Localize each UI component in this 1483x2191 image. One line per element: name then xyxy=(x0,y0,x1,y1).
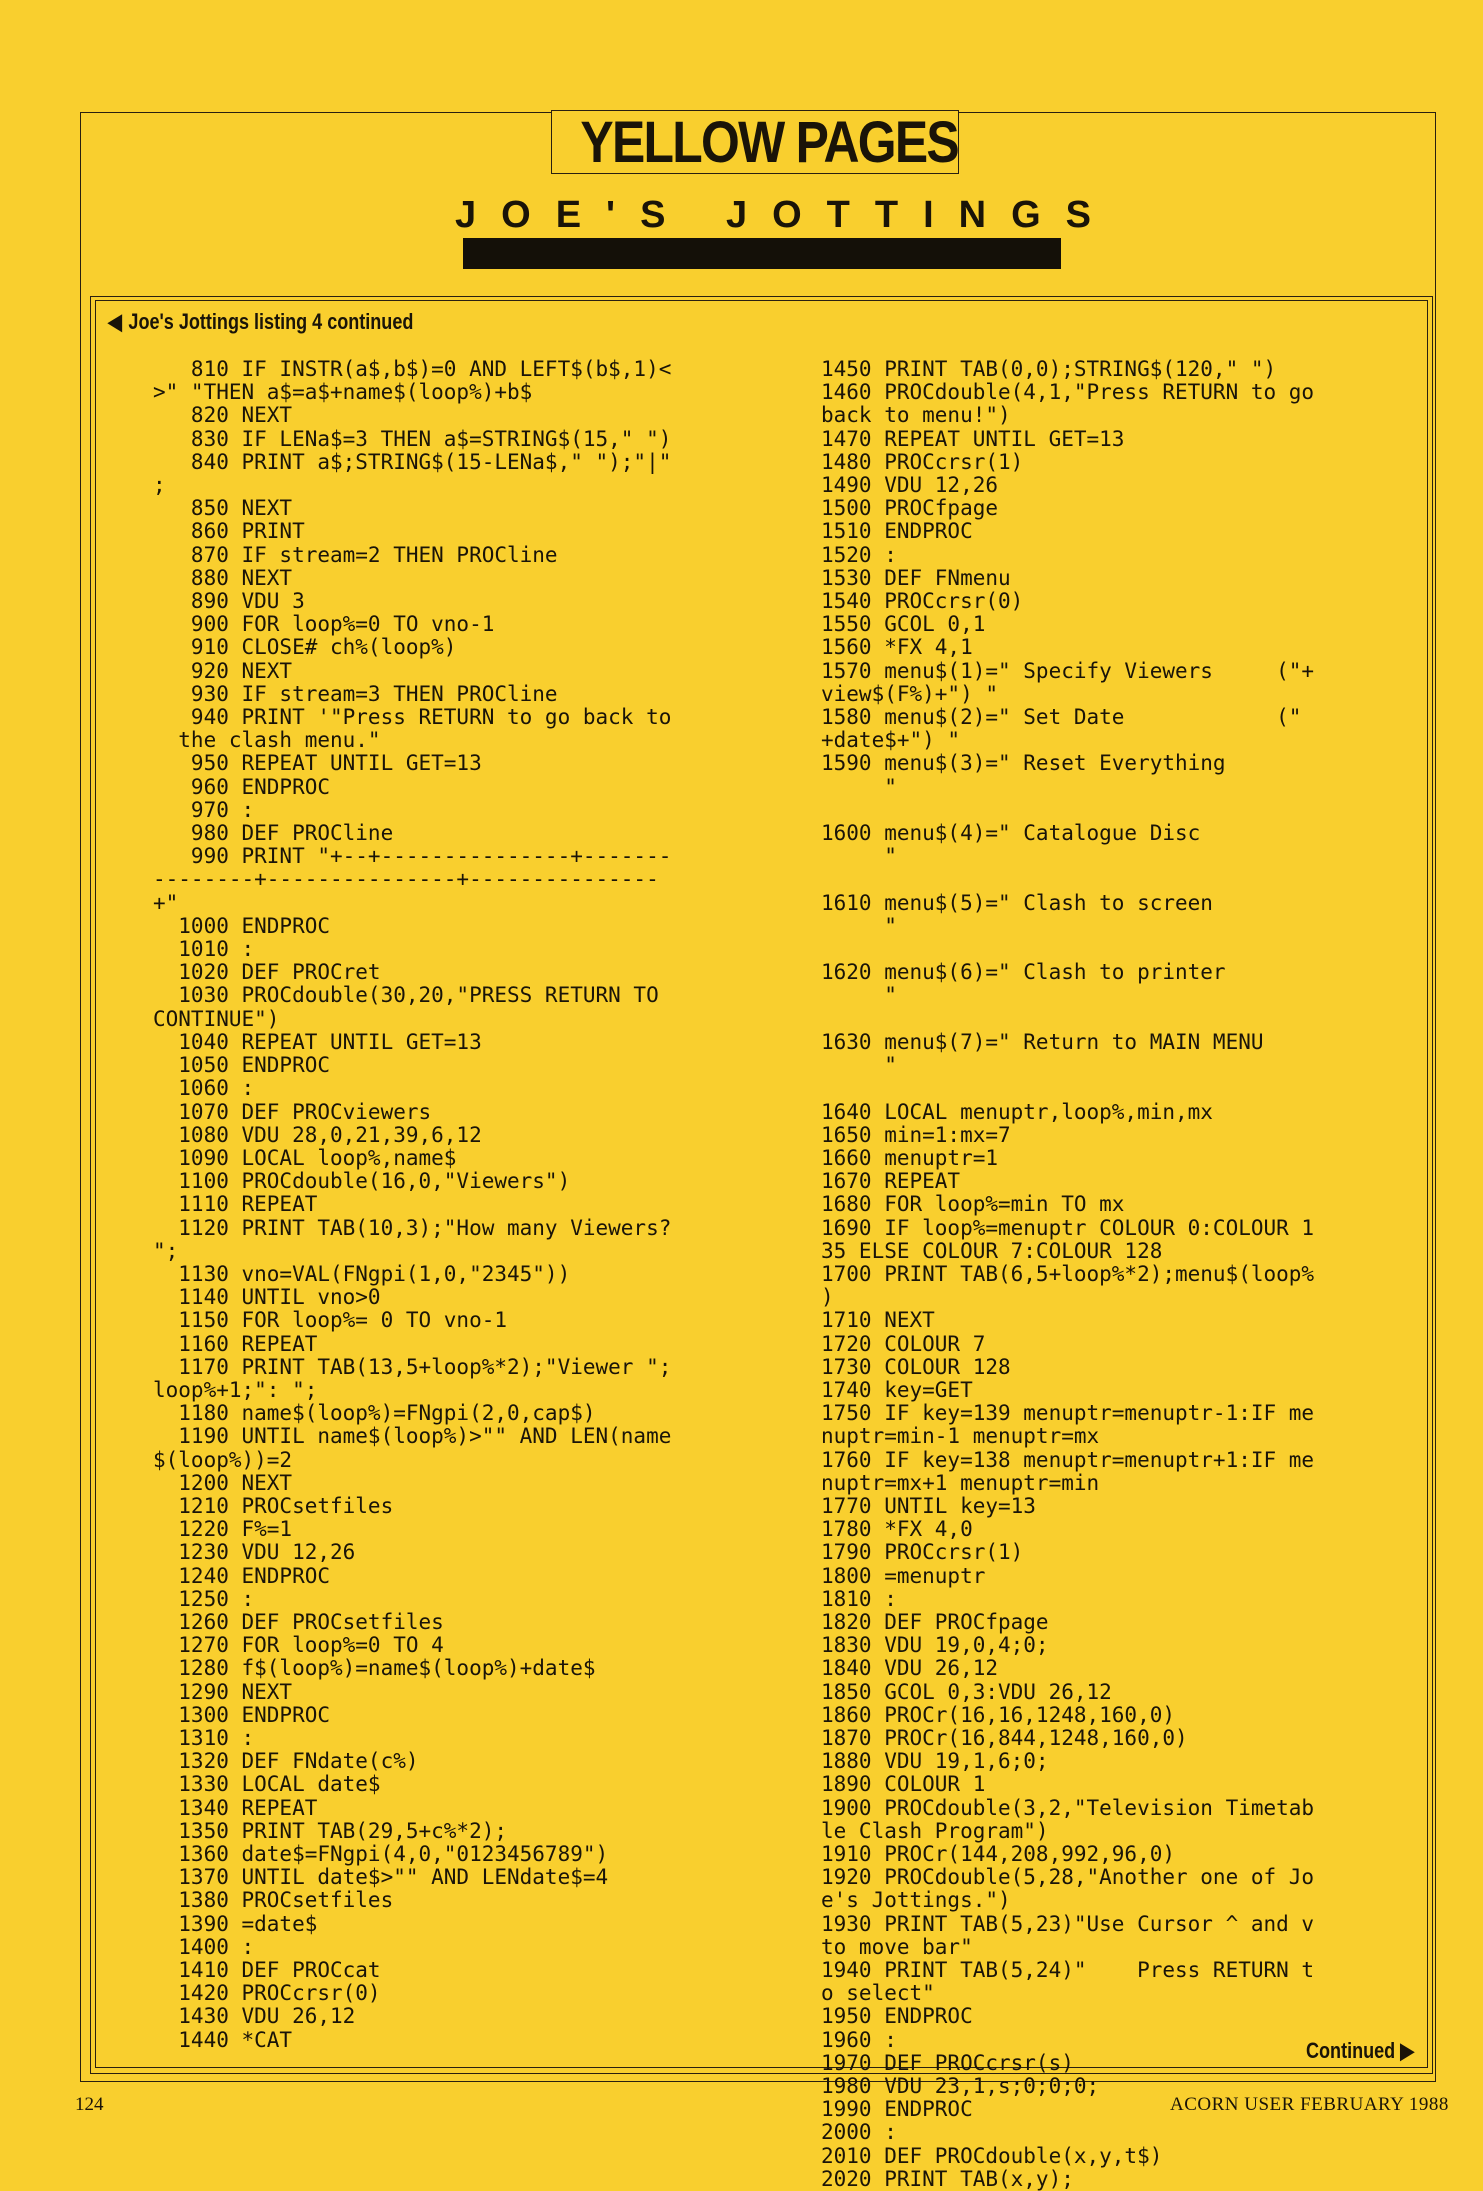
code-line: 1190 UNTIL name$(loop%)>"" AND LEN(name xyxy=(153,1424,672,1449)
code-line: >" "THEN a$=a$+name$(loop%)+b$ xyxy=(153,380,533,405)
code-line: +" xyxy=(153,890,179,915)
code-line: 1300 ENDPROC xyxy=(153,1702,331,1727)
code-line: 1970 DEF PROCcrsr(s) xyxy=(821,2050,1074,2075)
code-line: 1510 ENDPROC xyxy=(821,519,973,544)
code-line: 1580 menu$(2)=" Set Date (" xyxy=(821,705,1302,730)
code-line xyxy=(821,1008,1391,1031)
code-line: 1090 LOCAL loop%,name$ xyxy=(153,1145,457,1170)
code-line: 1070 DEF PROCviewers xyxy=(153,1099,432,1124)
code-line: 2000 : xyxy=(821,2120,897,2145)
code-line: 1130 vno=VAL(FNgpi(1,0,"2345")) xyxy=(153,1261,571,1286)
code-line: 1940 PRINT TAB(5,24)" Press RETURN t xyxy=(821,1958,1315,1983)
code-line: 1910 PROCr(144,208,992,96,0) xyxy=(821,1842,1176,1866)
code-line: 1450 PRINT TAB(0,0);STRING$(120," ") xyxy=(821,357,1277,381)
continued-to-label: Continued xyxy=(1306,2038,1396,2063)
code-line: 1050 ENDPROC xyxy=(153,1053,331,1078)
code-line: 860 PRINT xyxy=(153,519,305,544)
left-triangle-icon: ◀ xyxy=(108,309,122,334)
section-masthead xyxy=(551,110,959,174)
code-line: 1270 FOR loop%=0 TO 4 xyxy=(153,1633,444,1658)
code-line: 1200 NEXT xyxy=(153,1470,293,1495)
continued-from-header xyxy=(108,306,413,338)
code-line: " xyxy=(821,844,897,869)
code-line: 1570 menu$(1)=" Specify Viewers ("+ xyxy=(821,658,1315,683)
code-line: 1900 PROCdouble(3,2,"Television Timetab xyxy=(821,1795,1315,1820)
code-line: 980 DEF PROCline xyxy=(153,821,394,846)
code-line: 1640 LOCAL menuptr,loop%,min,mx xyxy=(821,1099,1213,1124)
code-line: 2010 DEF PROCdouble(x,y,t$) xyxy=(821,2143,1163,2168)
code-line: 1210 PROCsetfiles xyxy=(153,1493,394,1518)
code-line: 930 IF stream=3 THEN PROCline xyxy=(153,681,558,706)
code-line: 1880 VDU 19,1,6;0; xyxy=(821,1749,1049,1774)
continued-from-label: Joe's Jottings listing 4 continued xyxy=(128,309,414,334)
code-line: 1600 menu$(4)=" Catalogue Disc xyxy=(821,821,1201,846)
code-line: 1770 UNTIL key=13 xyxy=(821,1493,1036,1518)
code-line: 1170 PRINT TAB(13,5+loop%*2);"Viewer "; xyxy=(153,1354,672,1379)
code-line: 880 NEXT xyxy=(153,565,293,590)
code-line: 1540 PROCcrsr(0) xyxy=(821,589,1024,614)
code-line: 1150 FOR loop%= 0 TO vno-1 xyxy=(153,1308,508,1333)
code-line: 1840 VDU 26,12 xyxy=(821,1656,999,1681)
code-line: 1740 key=GET xyxy=(821,1377,973,1402)
code-line: 1000 ENDPROC xyxy=(153,913,331,938)
code-line: 1560 *FX 4,1 xyxy=(821,635,973,660)
code-line: --------+---------------+--------------- xyxy=(153,867,659,892)
code-line: 2020 PRINT TAB(x,y); xyxy=(821,2166,1074,2191)
code-line: 1590 menu$(3)=" Reset Everything xyxy=(821,751,1226,776)
continued-to-footer xyxy=(1306,2035,1414,2067)
title-underline-bar xyxy=(463,238,1061,269)
code-line: 1930 PRINT TAB(5,23)"Use Cursor ^ and v xyxy=(821,1911,1315,1936)
code-line: 1500 PROCfpage xyxy=(821,496,999,521)
code-line xyxy=(821,799,1391,822)
code-line: 920 NEXT xyxy=(153,658,293,683)
code-line: nuptr=min-1 menuptr=mx xyxy=(821,1424,1100,1449)
code-line xyxy=(821,868,1391,891)
code-line: 1960 : xyxy=(821,2027,897,2052)
code-line: 1460 PROCdouble(4,1,"Press RETURN to go xyxy=(821,380,1315,405)
code-line: " xyxy=(821,983,897,1008)
code-line: 1180 name$(loop%)=FNgpi(2,0,cap$) xyxy=(153,1401,596,1426)
code-line: 1360 date$=FNgpi(4,0,"0123456789") xyxy=(153,1842,609,1866)
code-line: 1040 REPEAT UNTIL GET=13 xyxy=(153,1029,482,1054)
code-line: 1700 PRINT TAB(6,5+loop%*2);menu$(loop% xyxy=(821,1261,1315,1286)
code-line: 810 IF INSTR(a$,b$)=0 AND LEFT$(b$,1)< xyxy=(153,357,672,381)
code-line: 990 PRINT "+--+---------------+------- xyxy=(153,844,672,869)
code-line: 1720 COLOUR 7 xyxy=(821,1331,986,1356)
column-title: JOE'S JOTTINGS xyxy=(455,194,1116,236)
code-line: o select" xyxy=(821,1981,935,2006)
code-line: 1390 =date$ xyxy=(153,1911,318,1936)
code-line: to move bar" xyxy=(821,1934,973,1959)
code-line: 1010 : xyxy=(153,937,255,962)
code-line: 1120 PRINT TAB(10,3);"How many Viewers? xyxy=(153,1215,672,1240)
code-line: 1750 IF key=139 menuptr=menuptr-1:IF me xyxy=(821,1401,1315,1426)
code-line: 1430 VDU 26,12 xyxy=(153,2004,356,2029)
code-line: le Clash Program") xyxy=(821,1818,1049,1843)
page-number: 124 xyxy=(75,2094,104,2115)
code-line: 1140 UNTIL vno>0 xyxy=(153,1285,381,1310)
code-line: 1830 VDU 19,0,4;0; xyxy=(821,1633,1049,1658)
code-line: 1240 ENDPROC xyxy=(153,1563,331,1588)
code-line: 1550 GCOL 0,1 xyxy=(821,612,986,637)
code-line: CONTINUE") xyxy=(153,1006,280,1031)
code-line: 910 CLOSE# ch%(loop%) xyxy=(153,635,457,660)
code-line: 870 IF stream=2 THEN PROCline xyxy=(153,542,558,567)
code-line: 1870 PROCr(16,844,1248,160,0) xyxy=(821,1725,1188,1750)
code-line: 1330 LOCAL date$ xyxy=(153,1772,381,1797)
code-line: " xyxy=(821,774,897,799)
code-listing-left-column xyxy=(153,358,713,2052)
code-line: 1610 menu$(5)=" Clash to screen xyxy=(821,890,1213,915)
code-line: 1490 VDU 12,26 xyxy=(821,473,999,498)
code-line: 1030 PROCdouble(30,20,"PRESS RETURN TO xyxy=(153,983,659,1008)
code-line: ) xyxy=(821,1285,834,1310)
code-line: back to menu!") xyxy=(821,403,1011,428)
code-line: the clash menu." xyxy=(153,728,381,753)
code-line: 820 NEXT xyxy=(153,403,293,428)
code-line: 1780 *FX 4,0 xyxy=(821,1517,973,1542)
code-line: +date$+") " xyxy=(821,728,961,753)
right-triangle-icon: ▶ xyxy=(1400,2038,1415,2063)
code-line: 1400 : xyxy=(153,1934,255,1959)
code-line: 940 PRINT '"Press RETURN to go back to xyxy=(153,705,672,730)
code-line: 1890 COLOUR 1 xyxy=(821,1772,986,1797)
code-line: 1250 : xyxy=(153,1586,255,1611)
code-line: 1920 PROCdouble(5,28,"Another one of Jo xyxy=(821,1865,1315,1890)
code-line: 960 ENDPROC xyxy=(153,774,331,799)
code-line: 1850 GCOL 0,3:VDU 26,12 xyxy=(821,1679,1112,1704)
code-line: 1350 PRINT TAB(29,5+c%*2); xyxy=(153,1818,508,1843)
code-line: 1530 DEF FNmenu xyxy=(821,565,1011,590)
code-line: 1060 : xyxy=(153,1076,255,1101)
code-line: 1260 DEF PROCsetfiles xyxy=(153,1609,444,1634)
code-line: 1080 VDU 28,0,21,39,6,12 xyxy=(153,1122,482,1147)
code-line: 1310 : xyxy=(153,1725,255,1750)
code-line: loop%+1;": "; xyxy=(153,1377,318,1402)
code-line xyxy=(821,938,1391,961)
code-line: 900 FOR loop%=0 TO vno-1 xyxy=(153,612,495,637)
code-line: 1230 VDU 12,26 xyxy=(153,1540,356,1565)
code-line: $(loop%))=2 xyxy=(153,1447,293,1472)
code-line: 1100 PROCdouble(16,0,"Viewers") xyxy=(153,1169,571,1194)
code-line: 950 REPEAT UNTIL GET=13 xyxy=(153,751,482,776)
code-line: 1290 NEXT xyxy=(153,1679,293,1704)
code-line: 1470 REPEAT UNTIL GET=13 xyxy=(821,426,1125,451)
code-line: e's Jottings.") xyxy=(821,1888,1011,1913)
code-line xyxy=(821,1077,1391,1100)
code-line: 1520 : xyxy=(821,542,897,567)
code-line: 1990 ENDPROC xyxy=(821,2097,973,2122)
code-line: 1220 F%=1 xyxy=(153,1517,293,1542)
code-line: 1440 *CAT xyxy=(153,2027,293,2052)
code-line: 1280 f$(loop%)=name$(loop%)+date$ xyxy=(153,1656,596,1681)
code-line: 1410 DEF PROCcat xyxy=(153,1958,381,1983)
code-line: 1690 IF loop%=menuptr COLOUR 0:COLOUR 1 xyxy=(821,1215,1315,1240)
code-listing-right-column xyxy=(821,358,1391,2191)
code-line: 850 NEXT xyxy=(153,496,293,521)
section-title: YELLOW PAGES xyxy=(580,110,958,175)
code-line: 1800 =menuptr xyxy=(821,1563,986,1588)
code-line: 1820 DEF PROCfpage xyxy=(821,1609,1049,1634)
code-line: " xyxy=(821,913,897,938)
code-line: 1370 UNTIL date$>"" AND LENdate$=4 xyxy=(153,1865,609,1890)
code-line: 1950 ENDPROC xyxy=(821,2004,973,2029)
code-line: 1380 PROCsetfiles xyxy=(153,1888,394,1913)
code-line: 1980 VDU 23,1,s;0;0;0; xyxy=(821,2074,1100,2099)
code-line: 1680 FOR loop%=min TO mx xyxy=(821,1192,1125,1217)
code-line: 1710 NEXT xyxy=(821,1308,935,1333)
code-line: 1340 REPEAT xyxy=(153,1795,318,1820)
code-line: " xyxy=(821,1053,897,1078)
code-line: 1420 PROCcrsr(0) xyxy=(153,1981,381,2006)
code-line: 1670 REPEAT xyxy=(821,1169,961,1194)
code-line: 1110 REPEAT xyxy=(153,1192,318,1217)
code-line: 1020 DEF PROCret xyxy=(153,960,381,985)
code-line: 1650 min=1:mx=7 xyxy=(821,1122,1011,1147)
code-line: ; xyxy=(153,473,166,498)
code-line: 890 VDU 3 xyxy=(153,589,305,614)
code-line: 970 : xyxy=(153,797,255,822)
code-line: 1760 IF key=138 menuptr=menuptr+1:IF me xyxy=(821,1447,1315,1472)
code-line: 1480 PROCcrsr(1) xyxy=(821,449,1024,474)
code-line: view$(F%)+") " xyxy=(821,681,999,706)
code-line: 1730 COLOUR 128 xyxy=(821,1354,1011,1379)
code-line: 1790 PROCcrsr(1) xyxy=(821,1540,1024,1565)
code-line: 1860 PROCr(16,16,1248,160,0) xyxy=(821,1702,1176,1727)
code-line: 1630 menu$(7)=" Return to MAIN MENU xyxy=(821,1029,1264,1054)
code-line: 1160 REPEAT xyxy=(153,1331,318,1356)
code-line: nuptr=mx+1 menuptr=min xyxy=(821,1470,1100,1495)
code-line: 1620 menu$(6)=" Clash to printer xyxy=(821,960,1226,985)
code-line: "; xyxy=(153,1238,179,1263)
code-line: 840 PRINT a$;STRING$(15-LENa$," ");"|" xyxy=(153,449,672,474)
code-line: 1660 menuptr=1 xyxy=(821,1145,999,1170)
code-line: 1810 : xyxy=(821,1586,897,1611)
code-line: 830 IF LENa$=3 THEN a$=STRING$(15," ") xyxy=(153,426,672,451)
code-line: 35 ELSE COLOUR 7:COLOUR 128 xyxy=(821,1238,1163,1263)
code-line: 1320 DEF FNdate(c%) xyxy=(153,1749,419,1774)
issue-line: ACORN USER FEBRUARY 1988 xyxy=(1170,2094,1449,2115)
